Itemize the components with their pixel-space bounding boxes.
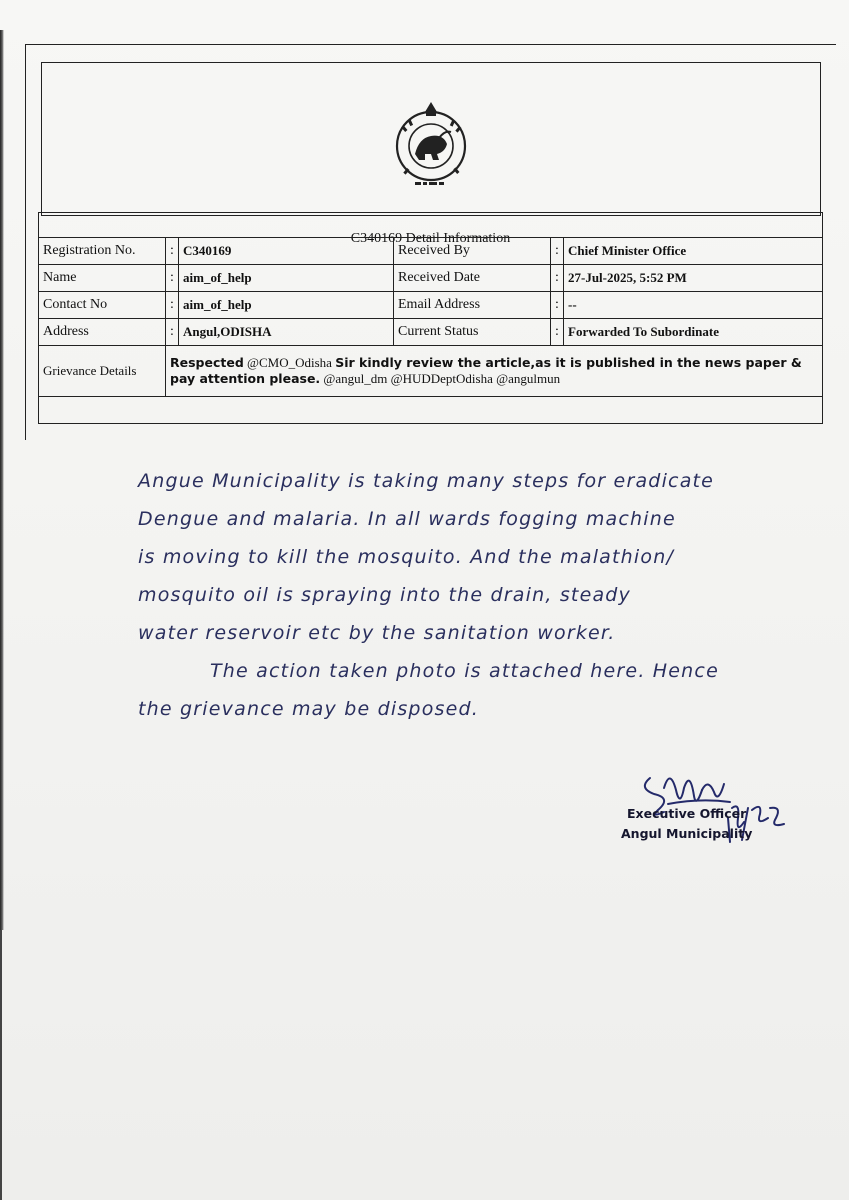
note-line: Angue Municipality is taking many steps for eradicate (138, 470, 715, 492)
note-line: The action taken photo is attached here. Hence (210, 660, 719, 682)
status-label: Current Status (394, 319, 551, 346)
separator: : (551, 292, 564, 319)
received-by-value: Chief Minister Office (564, 238, 823, 265)
separator: : (166, 292, 179, 319)
status-value: Forwarded To Subordinate (564, 319, 823, 346)
registration-value: C340169 (179, 238, 394, 265)
grievance-details (166, 346, 823, 397)
note-line: water reservoir etc by the sanitation worker. (138, 622, 616, 644)
table-row (39, 292, 823, 319)
separator: : (551, 319, 564, 346)
grievance-label: Grievance Details (39, 346, 166, 397)
received-date-label: Received Date (394, 265, 551, 292)
page-edge-shadow (0, 30, 4, 930)
note-line: the grievance may be disposed. (138, 698, 480, 720)
separator: : (166, 265, 179, 292)
separator: : (166, 238, 179, 265)
executive-officer-stamp (621, 804, 752, 844)
address-value: Angul,ODISHA (179, 319, 394, 346)
address-label: Address (39, 319, 166, 346)
grievance-text-3: Sir kindly review the article,as it is published in the news paper & pay attention please. (170, 355, 802, 386)
page-edge-shadow-lower (0, 930, 2, 1200)
name-label: Name (39, 265, 166, 292)
separator: : (551, 265, 564, 292)
table-row (39, 319, 823, 346)
grievance-text-4: @angul_dm @HUDDeptOdisha @angulmun (320, 371, 561, 386)
note-line: Dengue and malaria. In all wards fogging machine (138, 508, 676, 530)
note-line: mosquito oil is spraying into the drain, steady (138, 584, 632, 606)
received-date-value: 27-Jul-2025, 5:52 PM (564, 265, 823, 292)
odisha-emblem-icon (385, 92, 477, 192)
contact-value: aim_of_help (179, 292, 394, 319)
contact-label: Contact No (39, 292, 166, 319)
table-row (39, 238, 823, 265)
grievance-text-1: Respected (170, 355, 244, 370)
handwritten-note (138, 462, 828, 728)
separator: : (551, 238, 564, 265)
detail-table-box (38, 212, 823, 424)
detail-title: C340169 Detail Information (350, 231, 511, 246)
table-row (39, 265, 823, 292)
stamp-line-2: Angul Municipality (621, 826, 753, 841)
note-line: is moving to kill the mosquito. And the malathion/ (138, 546, 675, 568)
email-label: Email Address (394, 292, 551, 319)
email-value: -- (564, 292, 823, 319)
grievance-text-2: @CMO_Odisha (243, 355, 336, 370)
name-value: aim_of_help (179, 265, 394, 292)
table-row (39, 346, 823, 397)
detail-table (38, 237, 823, 397)
registration-label: Registration No. (39, 238, 166, 265)
separator: : (166, 319, 179, 346)
received-by-label: Received By (394, 238, 551, 265)
stamp-line-1: Executive Officer (627, 806, 747, 821)
